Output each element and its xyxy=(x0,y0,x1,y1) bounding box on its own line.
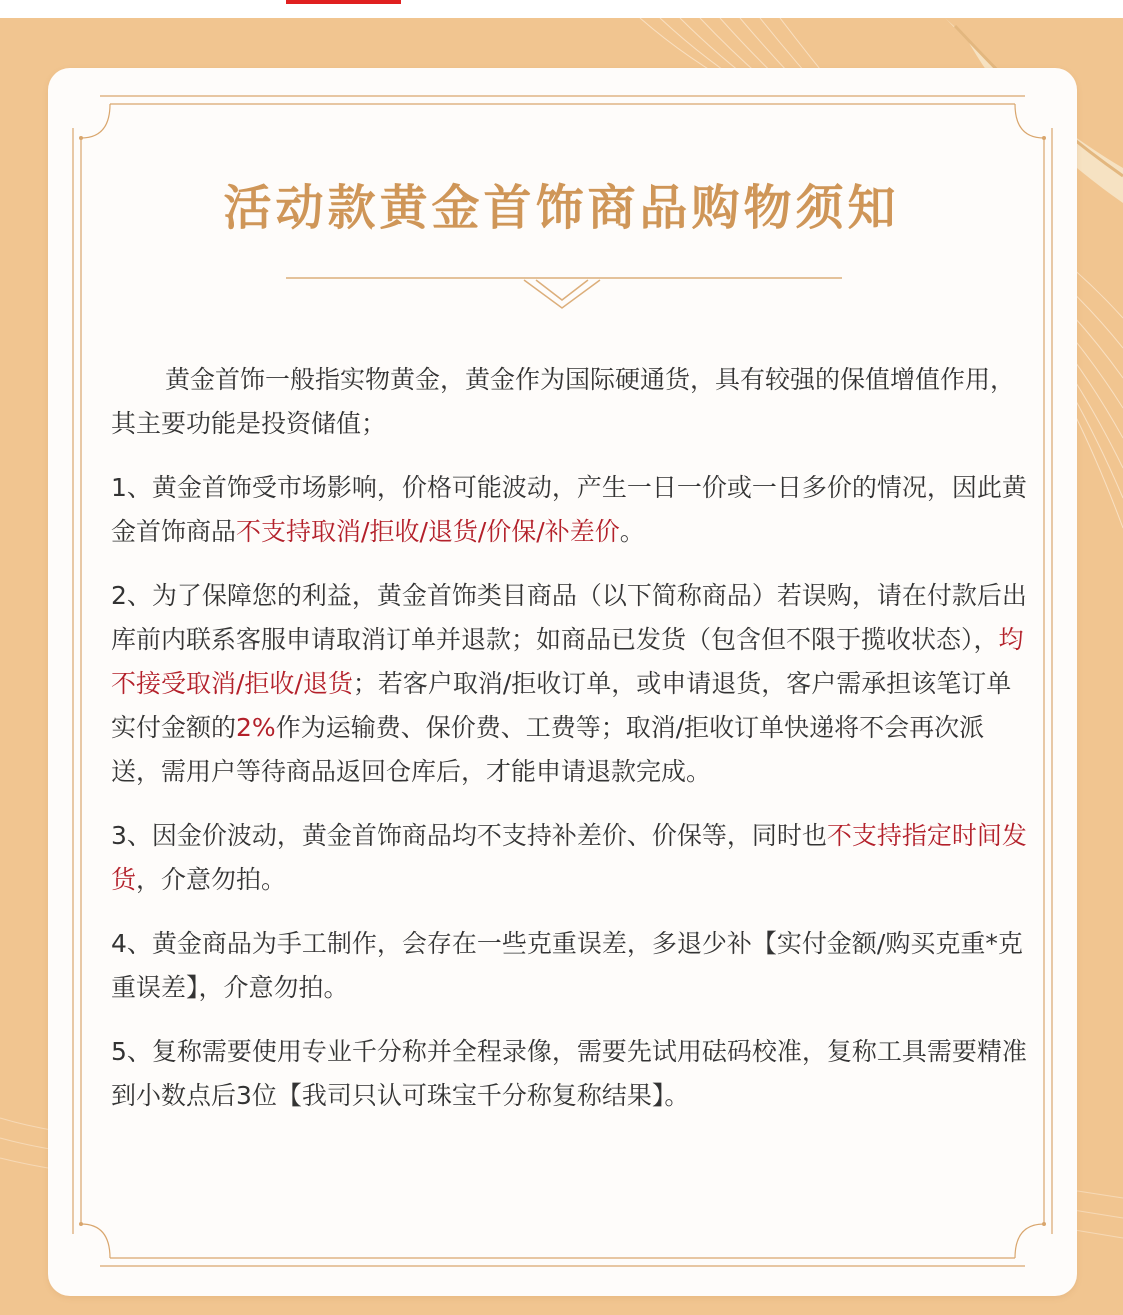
item-1-text-end: 。 xyxy=(619,517,645,546)
notice-item-3 xyxy=(111,814,1031,902)
item-5-text: 5、复称需要使用专业千分称并全程录像，需要先试用砝码校准，复称工具需要精准到小数点后3位【我司只认可珠宝千分称复称结果】。 xyxy=(111,1037,1027,1110)
notice-item-1 xyxy=(111,466,1031,554)
item-3-highlight: 不支持指定时间发货 xyxy=(111,821,1027,894)
notice-item-5 xyxy=(111,1030,1031,1118)
item-2-highlight: 均不接受取消/拒收/退货 xyxy=(111,625,1024,698)
item-3-text: 3、因金价波动，黄金首饰商品均不支持补差价、价保等，同时也 xyxy=(111,821,827,850)
notice-item-2 xyxy=(111,574,1031,794)
item-3-text-end: ，介意勿拍。 xyxy=(136,865,287,894)
page-title: 活动款黄金首饰商品购物须知 xyxy=(223,180,900,236)
intro-paragraph: 黄金首饰一般指实物黄金，黄金作为国际硬通货，具有较强的保值增值作用，其主要功能是投资储值； xyxy=(111,365,1016,438)
item-2-text: 2、为了保障您的利益，黄金首饰类目商品（以下简称商品）若误购，请在付款后出库前内联系客服申请取消订单并退款；如商品已发货（包含但不限于揽收状态）， xyxy=(111,581,1027,654)
item-2-text-end: 作为运输费、保价费、工费等；取消/拒收订单快递将不会再次派送，需用户等待商品返回仓库后，才能申请退款完成。 xyxy=(111,713,985,786)
notice-item-4 xyxy=(111,922,1031,1010)
notice-content xyxy=(111,358,1031,1138)
item-4-text: 4、黄金商品为手工制作，会存在一些克重误差，多退少补【实付金额/购买克重*克重误差】，介意勿拍。 xyxy=(111,929,1023,1002)
item-1-highlight: 不支持取消/拒收/退货/价保/补差价 xyxy=(236,517,620,546)
item-2-percentage: 2% xyxy=(236,713,276,742)
top-bar xyxy=(0,0,1123,18)
top-bar-accent xyxy=(286,0,401,4)
title-divider xyxy=(286,268,842,318)
item-2-text-middle: ；若客户取消/拒收订单，或申请退货，客户需承担该笔订单实付金额的 xyxy=(111,669,1012,742)
item-1-text: 1、黄金首饰受市场影响，价格可能波动，产生一日一价或一日多价的情况，因此黄金首饰商品 xyxy=(111,473,1027,546)
